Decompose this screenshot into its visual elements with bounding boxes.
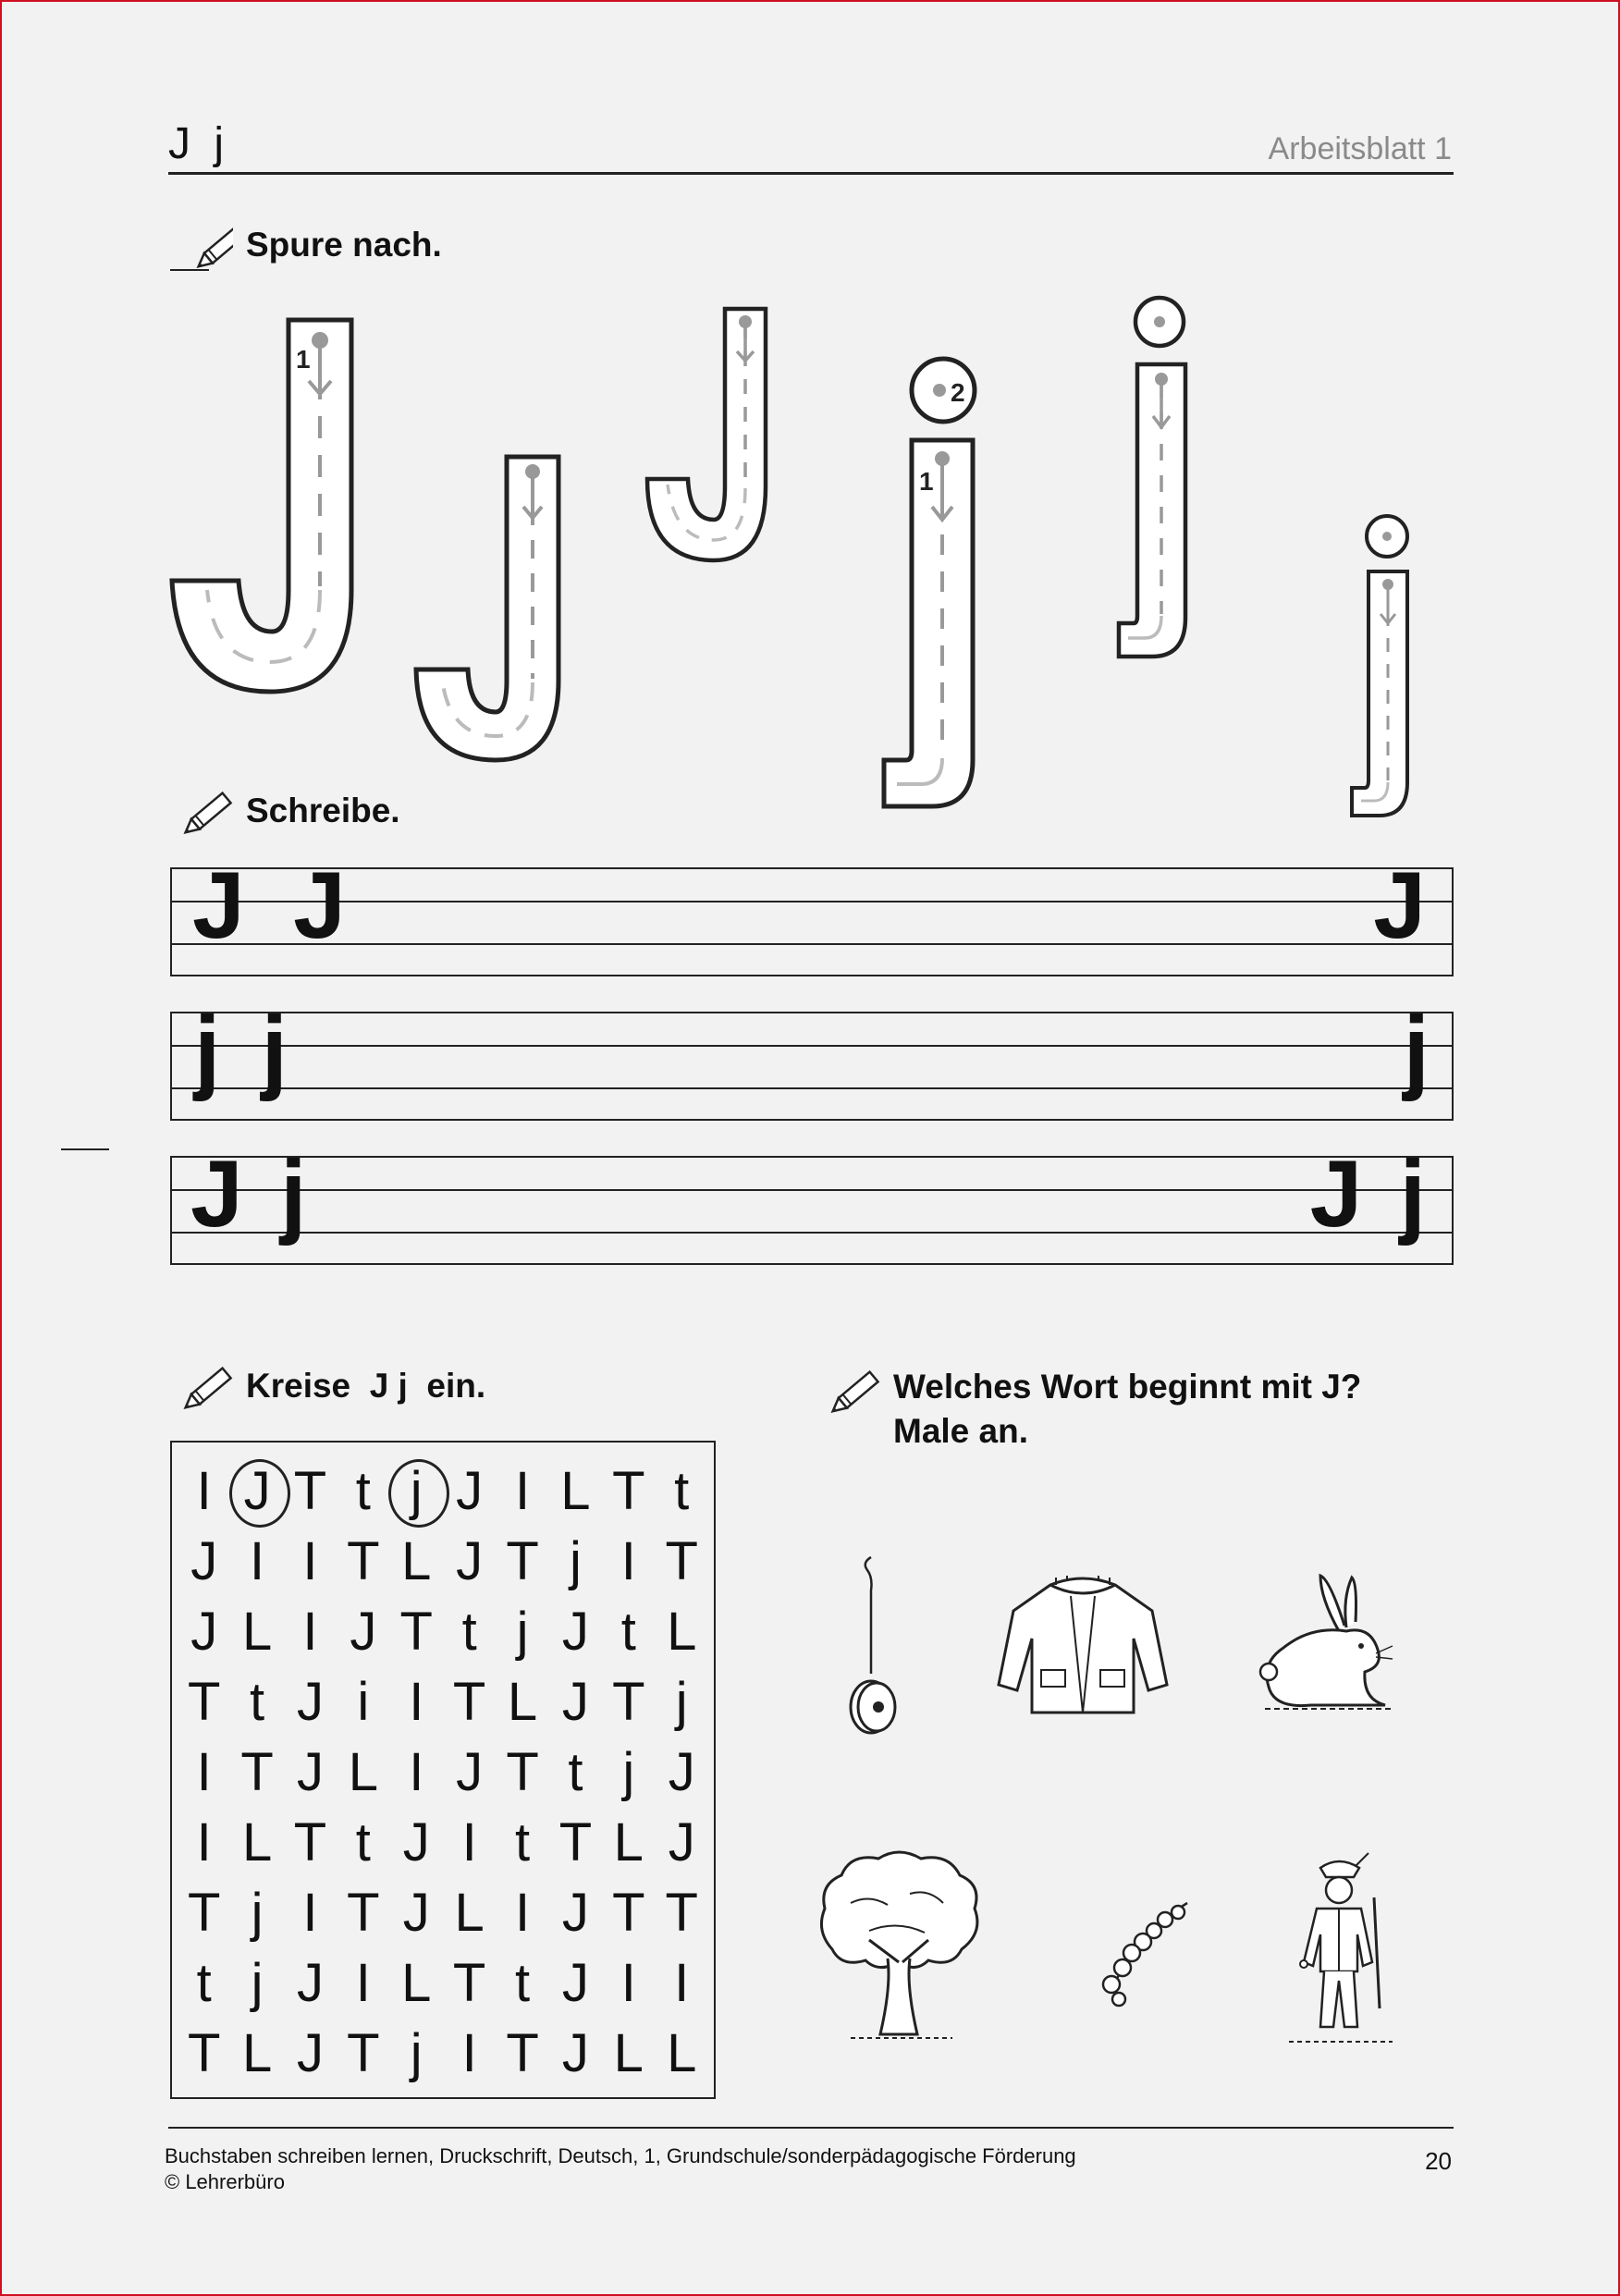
yoyo-icon[interactable] xyxy=(834,1553,908,1738)
grid-letter[interactable]: J xyxy=(561,2022,589,2083)
grid-letter[interactable]: T xyxy=(240,1741,274,1802)
grid-letter[interactable]: t xyxy=(674,1460,690,1521)
grid-letter[interactable]: i xyxy=(357,1671,370,1732)
grid-letter[interactable]: I xyxy=(250,1530,265,1591)
grid-letter[interactable]: J xyxy=(456,1530,484,1591)
pencil-icon xyxy=(168,1354,233,1418)
grid-letter[interactable]: I xyxy=(674,1952,690,2013)
grid-letter[interactable]: J xyxy=(190,1530,218,1591)
grid-letter[interactable]: T xyxy=(665,1882,698,1943)
task-circle xyxy=(168,1354,485,1418)
grid-letter[interactable]: J xyxy=(296,1671,324,1732)
grid-letter[interactable]: L xyxy=(241,1811,273,1872)
hunter-icon[interactable] xyxy=(1283,1851,1398,2051)
grid-letter[interactable]: I xyxy=(302,1601,318,1662)
grid-letter[interactable]: J xyxy=(296,1741,324,1802)
grid-letter[interactable]: J xyxy=(296,1952,324,2013)
grid-letter[interactable]: I xyxy=(409,1671,424,1732)
trace-uppercase-j-small[interactable] xyxy=(644,305,771,564)
grid-letter[interactable]: L xyxy=(667,1601,697,1662)
task-trace xyxy=(168,213,442,277)
pencil-icon xyxy=(168,779,233,843)
grid-letter[interactable]: T xyxy=(612,1882,645,1943)
grid-letter[interactable]: I xyxy=(620,1530,636,1591)
grid-letter[interactable]: J xyxy=(668,1811,695,1872)
grid-letter[interactable]: L xyxy=(507,1671,538,1732)
grid-letter[interactable]: J xyxy=(296,2022,324,2083)
grid-letter[interactable]: J xyxy=(668,1741,695,1802)
grid-letter[interactable]: I xyxy=(302,1530,318,1591)
grid-row xyxy=(172,1666,714,1737)
header-divider xyxy=(168,172,1454,175)
grid-letter[interactable]: T xyxy=(452,1952,486,2013)
tree-icon[interactable] xyxy=(814,1848,984,2045)
grid-letter[interactable]: T xyxy=(452,1671,486,1732)
footer-publication: Buchstaben schreiben lernen, Druckschrift, Deutsch, 1, Grundschule/sonderpädagogische Förderung xyxy=(165,2144,1076,2167)
grid-letter[interactable]: I xyxy=(461,1811,477,1872)
grid-letter[interactable]: J xyxy=(456,1741,484,1802)
writing-line-start: j j xyxy=(194,997,296,1102)
grid-letter[interactable]: T xyxy=(187,1671,221,1732)
grid-letter[interactable]: t xyxy=(196,1952,212,2013)
sheet-label: Arbeitsblatt 1 xyxy=(1268,131,1452,166)
margin-mark xyxy=(61,1148,109,1150)
trace-uppercase-j-large[interactable] xyxy=(168,313,362,701)
task-word-question: Welches Wort beginnt mit J? xyxy=(893,1368,1362,1406)
grid-letter[interactable]: L xyxy=(613,2022,644,2083)
page-title: J j xyxy=(168,119,229,168)
grid-letter[interactable]: t xyxy=(514,1952,531,2013)
grid-letter[interactable]: I xyxy=(355,1952,371,2013)
writing-line-end: J j xyxy=(1309,1141,1431,1246)
grid-letter[interactable]: L xyxy=(613,1811,644,1872)
grid-letter[interactable]: j xyxy=(622,1741,635,1802)
grid-letter[interactable]: j xyxy=(569,1530,582,1591)
grid-letter[interactable]: T xyxy=(293,1811,327,1872)
letter-grid xyxy=(170,1441,716,2099)
grid-letter[interactable]: I xyxy=(409,1741,424,1802)
grid-letter[interactable]: I xyxy=(514,1882,531,1943)
task-word-instruction: Male an. xyxy=(893,1412,1028,1450)
currants-icon[interactable] xyxy=(1098,1899,1195,2010)
grid-letter[interactable]: L xyxy=(560,1460,591,1521)
grid-row xyxy=(172,1807,714,1877)
grid-letter[interactable]: I xyxy=(461,2022,477,2083)
grid-letter[interactable]: T xyxy=(347,1530,380,1591)
grid-letter[interactable]: T xyxy=(612,1460,645,1521)
writing-line-end: j xyxy=(1403,997,1430,1102)
svg-text:2: 2 xyxy=(951,378,965,407)
task-circle-title: Kreise J j ein. xyxy=(246,1367,486,1405)
grid-letter[interactable]: I xyxy=(196,1811,212,1872)
grid-letter[interactable]: J xyxy=(350,1601,377,1662)
grid-letter[interactable]: T xyxy=(665,1530,698,1591)
pencil-icon xyxy=(168,213,233,277)
grid-row xyxy=(172,1526,714,1596)
grid-letter[interactable]: J xyxy=(232,1460,282,1522)
grid-letter[interactable]: I xyxy=(514,1460,531,1521)
grid-letter[interactable]: t xyxy=(568,1741,583,1802)
grid-letter[interactable]: T xyxy=(347,1882,380,1943)
grid-row xyxy=(172,1947,714,2018)
grid-letter[interactable]: T xyxy=(506,2022,539,2083)
grid-row xyxy=(172,1455,714,1526)
grid-letter[interactable]: T xyxy=(187,1882,221,1943)
grid-letter[interactable]: I xyxy=(620,1952,636,2013)
trace-lowercase-j-small[interactable] xyxy=(1348,512,1418,821)
grid-letter[interactable]: J xyxy=(190,1601,218,1662)
grid-letter[interactable]: J xyxy=(561,1601,589,1662)
trace-lowercase-j-medium[interactable] xyxy=(1115,294,1200,664)
grid-letter[interactable]: j xyxy=(251,1882,264,1943)
writing-line-lowercase[interactable] xyxy=(170,997,1454,1121)
pencil-icon xyxy=(816,1357,880,1422)
grid-letter[interactable]: J xyxy=(561,1671,589,1732)
grid-letter[interactable]: j xyxy=(251,1952,264,2013)
grid-letter[interactable]: L xyxy=(241,1601,273,1662)
grid-letter[interactable]: L xyxy=(348,1741,378,1802)
grid-letter[interactable]: j xyxy=(516,1601,529,1662)
grid-row xyxy=(172,2018,714,2088)
grid-row xyxy=(172,1737,714,1807)
grid-letter[interactable]: I xyxy=(302,1882,318,1943)
grid-letter[interactable]: T xyxy=(293,1460,327,1521)
svg-text:1: 1 xyxy=(296,345,311,374)
rabbit-icon[interactable] xyxy=(1256,1570,1394,1718)
page-number: 20 xyxy=(1425,2147,1452,2175)
grid-letter[interactable]: t xyxy=(250,1671,265,1732)
grid-letter[interactable]: j xyxy=(391,1460,441,1522)
grid-letter[interactable]: J xyxy=(561,1882,589,1943)
writing-line-uppercase[interactable] xyxy=(170,853,1454,976)
grid-letter[interactable]: T xyxy=(558,1811,593,1872)
task-trace-title: Spure nach. xyxy=(246,226,442,264)
grid-letter[interactable]: t xyxy=(355,1460,371,1521)
grid-letter[interactable]: L xyxy=(667,2022,697,2083)
writing-line-end: J xyxy=(1373,853,1426,958)
trace-uppercase-j-medium[interactable] xyxy=(412,451,566,766)
grid-letter[interactable]: J xyxy=(402,1811,430,1872)
grid-letter[interactable]: T xyxy=(506,1741,539,1802)
grid-letter[interactable]: t xyxy=(461,1601,477,1662)
svg-text:1: 1 xyxy=(919,467,934,496)
grid-row xyxy=(172,1877,714,1947)
grid-letter[interactable]: J xyxy=(561,1952,589,2013)
trace-lowercase-j-large[interactable] xyxy=(880,353,991,816)
grid-letter[interactable]: I xyxy=(196,1460,212,1521)
grid-letter[interactable]: T xyxy=(612,1671,645,1732)
grid-letter[interactable]: I xyxy=(196,1741,212,1802)
grid-letter[interactable]: t xyxy=(355,1811,371,1872)
grid-letter[interactable]: j xyxy=(675,1671,688,1732)
grid-letter[interactable]: L xyxy=(454,1882,485,1943)
writing-line-start: J J xyxy=(192,853,357,958)
grid-letter[interactable]: T xyxy=(399,1601,433,1662)
grid-letter[interactable]: J xyxy=(402,1882,430,1943)
task-write xyxy=(168,779,400,843)
grid-letter[interactable]: L xyxy=(241,2022,273,2083)
grid-row xyxy=(172,1596,714,1666)
writing-line-mixed[interactable] xyxy=(170,1141,1454,1265)
writing-line-start: J j xyxy=(190,1141,313,1246)
grid-letter[interactable]: T xyxy=(187,2022,221,2083)
footer-copyright: © Lehrerbüro xyxy=(165,2170,285,2193)
grid-letter[interactable]: L xyxy=(401,1952,432,2013)
grid-letter[interactable]: T xyxy=(347,2022,380,2083)
grid-letter[interactable]: t xyxy=(514,1811,531,1872)
grid-letter[interactable]: L xyxy=(401,1530,432,1591)
jacket-icon[interactable] xyxy=(995,1574,1171,1722)
footer-divider xyxy=(168,2127,1454,2129)
grid-letter[interactable]: J xyxy=(456,1460,484,1521)
task-write-title: Schreibe. xyxy=(246,792,400,829)
footer-source xyxy=(165,2143,1076,2195)
grid-letter[interactable]: t xyxy=(620,1601,636,1662)
task-word xyxy=(816,1357,1361,1454)
grid-letter[interactable]: T xyxy=(506,1530,539,1591)
grid-letter[interactable]: j xyxy=(410,2022,423,2083)
